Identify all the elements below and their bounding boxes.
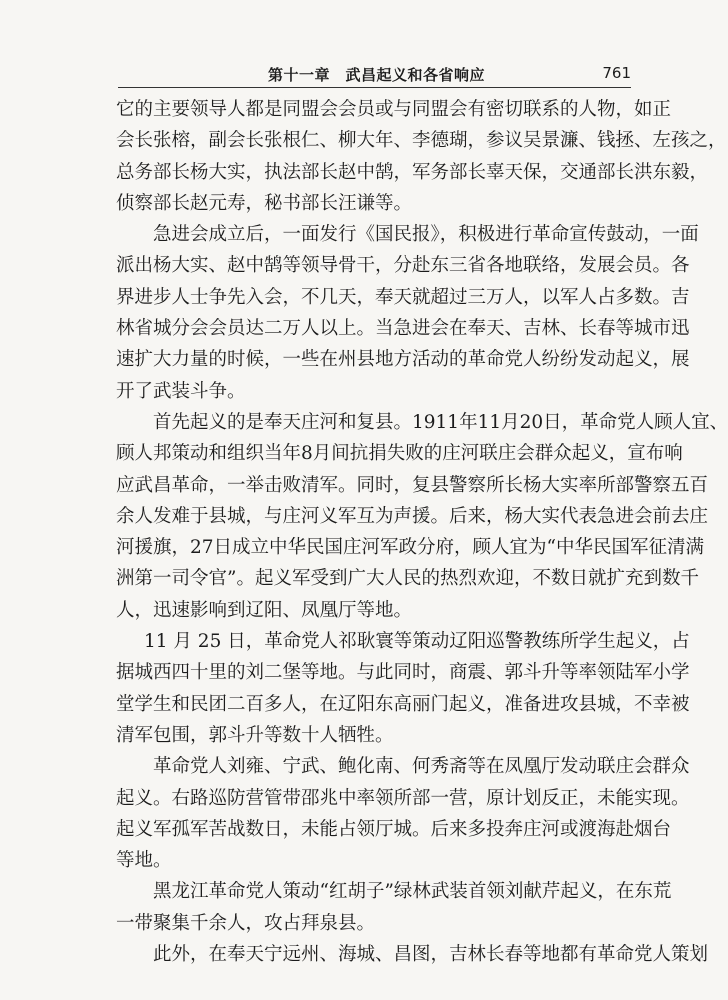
text-line: 开了武装斗争。 xyxy=(116,380,246,402)
text-line: 起义。右路巡防营管带邵兆中率领所部一营，原计划反正，未能实现。 xyxy=(116,787,690,809)
text-line: 顾人邦策动和组织当年8月间抗捐失败的庄河联庄会群众起义，宣布响 xyxy=(116,443,683,465)
text-line: 等地。 xyxy=(116,850,172,872)
text-line: 林省城分会会员达二万人以上。当急进会在奉天、吉林、长春等城市迅 xyxy=(116,318,690,340)
text-line: 11 月 25 日，革命党人祁耿寰等策动辽阳巡警教练所学生起义，占 xyxy=(144,631,690,653)
text-line: 速扩大力量的时候，一些在州县地方活动的革命党人纷纷发动起义，展 xyxy=(116,349,690,371)
text-line: 清军包围，郭斗升等数十人牺牲。 xyxy=(116,724,394,746)
text-line: 余人发难于县城，与庄河义军互为声援。后来，杨大实代表急进会前去庄 xyxy=(116,505,709,527)
page-number: 761 xyxy=(602,64,631,82)
text-line: 急进会成立后，一面发行《国民报》，积极进行革命宣传鼓动，一面 xyxy=(153,224,699,246)
running-header xyxy=(118,54,631,88)
text-line: 一带聚集千余人，攻占拜泉县。 xyxy=(116,912,376,934)
text-line: 应武昌革命，一举击败清军。同时，复县警察所长杨大实率所部警察五百 xyxy=(116,474,709,496)
body-text xyxy=(116,94,728,970)
text-line: 界进步人士争先入会，不几天，奉天就超过三万人，以军人占多数。吉 xyxy=(116,286,690,308)
text-line: 黑龙江革命党人策动“红胡子”绿林武装首领刘献芹起义，在东荒 xyxy=(153,881,672,903)
text-line: 人，迅速影响到辽阳、凤凰厅等地。 xyxy=(116,599,413,621)
text-line: 首先起义的是奉天庄河和复县。1911年11月20日，革命党人顾人宜、 xyxy=(153,411,728,433)
text-line: 堂学生和民团二百多人，在辽阳东高丽门起义，准备进攻县城，不幸被 xyxy=(116,693,690,715)
text-line: 侦察部长赵元寿，秘书部长汪谦等。 xyxy=(116,192,413,214)
text-line: 它的主要领导人都是同盟会会员或与同盟会有密切联系的人物，如正 xyxy=(116,99,672,120)
text-line: 据城西四十里的刘二堡等地。与此同时，商震、郭斗升等率领陆军小学 xyxy=(116,662,690,684)
text-line: 河援旗，27日成立中华民国庄河军政分府，顾人宜为“中华民国军征清满 xyxy=(116,537,705,559)
header-rule xyxy=(118,87,631,88)
text-line: 总务部长杨大实，执法部长赵中鹄，军务部长辜天保，交通部长洪东毅， xyxy=(116,161,709,183)
text-line: 洲第一司令官”。起义军受到广大人民的热烈欢迎，不数日就扩充到数千 xyxy=(116,568,699,590)
text-line: 起义军孤军苦战数日，未能占领厅城。后来多投奔庄河或渡海赴烟台 xyxy=(116,818,672,840)
text-line: 派出杨大实、赵中鹄等领导骨干，分赴东三省各地联络，发展会员。各 xyxy=(116,255,690,277)
text-line: 革命党人刘雍、宁武、鲍化南、何秀斋等在凤凰厅发动联庄会群众 xyxy=(153,756,690,778)
chapter-title: 第十一章 武昌起义和各省响应 xyxy=(268,66,486,84)
text-line: 此外，在奉天宁远州、海城、昌图，吉林长春等地都有革命党人策划 xyxy=(153,944,709,966)
text-line: 会长张榕，副会长张根仁、柳大年、李德瑚，参议吴景濂、钱拯、左孩之， xyxy=(116,130,727,152)
